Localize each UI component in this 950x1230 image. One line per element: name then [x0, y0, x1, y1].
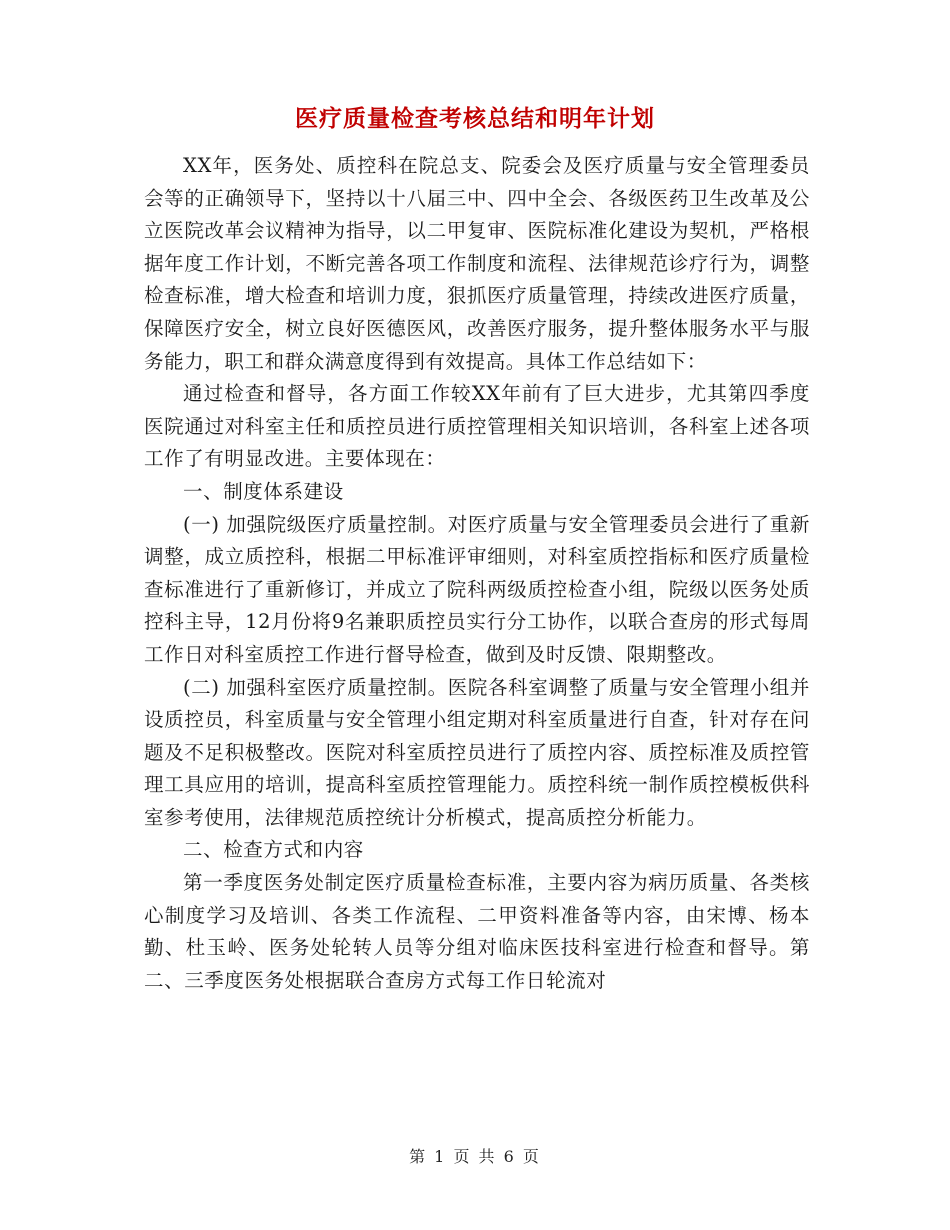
- document-title: 医疗质量检查考核总结和明年计划: [295, 105, 655, 132]
- paragraph-progress: 通过检查和督导，各方面工作较XX年前有了巨大进步，尤其第四季度医院通过对科室主任和质控员进行质控管理相关知识培训，各科室上述各项工作了有明显改进。主要体现在：: [144, 382, 810, 471]
- paragraph-department-level-control: (二) 加强科室医疗质量控制。医院各科室调整了质量与安全管理小组并设质控员，科室质量与安全管理小组定期对科室质量进行自查，针对存在问题及不足积极整改。医院对科室质控员进行了质控内容、质控标准及质控管理工具应用的培训，提高科室质控管理能力。质控科统一制作质控模板供科室参考使用，法律规范质控统计分析模式，提高质控分析能力。: [144, 675, 810, 829]
- section-heading-inspection: 二、检查方式和内容: [183, 838, 364, 862]
- document-body: [144, 150, 810, 997]
- section-heading-system: 一、制度体系建设: [183, 479, 344, 503]
- page-number-footer: 第 1 页 共 6 页: [409, 1147, 541, 1166]
- paragraph-hospital-level-control: (一) 加强院级医疗质量控制。对医疗质量与安全管理委员会进行了重新调整，成立质控科，根据二甲标准评审细则，对科室质控指标和医疗质量检查标准进行了重新修订，并成立了院科两级质控检查小组，院级以医务处质控科主导，12月份将9名兼职质控员实行分工协作，以联合查房的形式每周工作日对科室质控工作进行督导检查，做到及时反馈、限期整改。: [144, 512, 810, 666]
- paragraph-inspection-content: 第一季度医务处制定医疗质量检查标准，主要内容为病历质量、各类核心制度学习及培训、各类工作流程、二甲资料准备等内容，由宋博、杨本勤、杜玉岭、医务处轮转人员等分组对临床医技科室进行检查和督导。第二、三季度医务处根据联合查房方式每工作日轮流对: [144, 871, 810, 992]
- paragraph-intro: XX年，医务处、质控科在院总支、院委会及医疗质量与安全管理委员会等的正确领导下，坚持以十八届三中、四中全会、各级医药卫生改革及公立医院改革会议精神为指导，以二甲复审、医院标准化建设为契机，严格根据年度工作计划，不断完善各项工作制度和流程、法律规范诊疗行为，调整检查标准，增大检查和培训力度，狠抓医疗质量管理，持续改进医疗质量，保障医疗安全，树立良好医德医风，改善医疗服务，提升整体服务水平与服务能力，职工和群众满意度得到有效提高。具体工作总结如下：: [144, 154, 810, 373]
